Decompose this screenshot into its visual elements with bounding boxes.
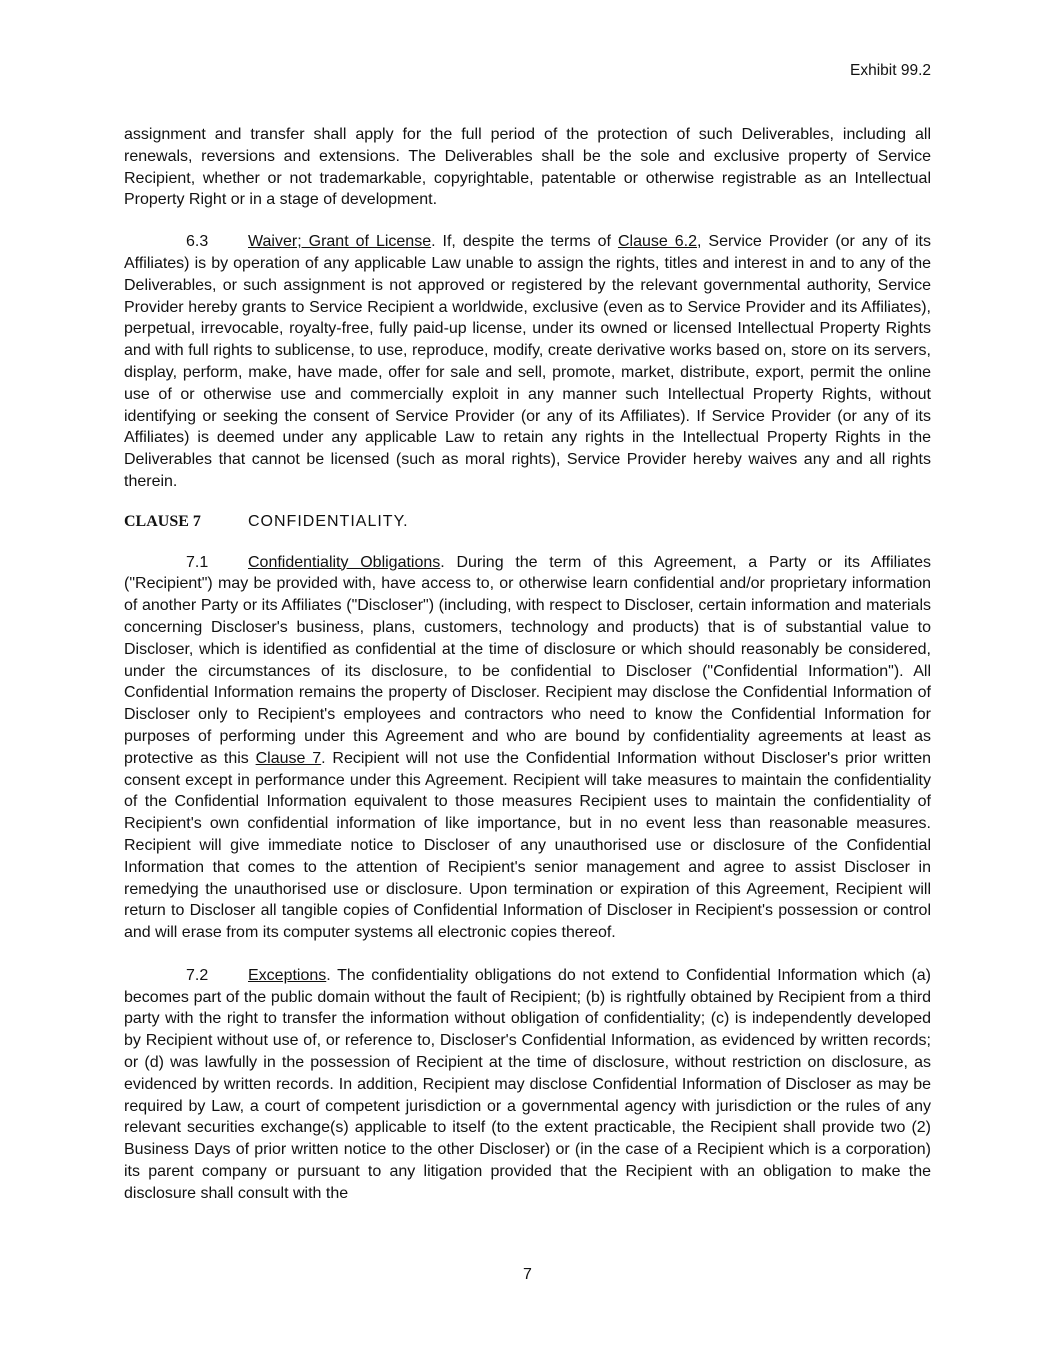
section-text: . During the term of this Agreement, a Party or its Affiliates ("Recipient") may be provided with, have access to, or otherwise learn confidential and/or proprietary information of another Party or its Affiliates ("Discloser") (including, with respect to Discloser, certain information and materials concerning Discloser's business, plans, customers, technology and products) that is of substantial value to Discloser, which is identified as confidential at the time of disclosure or which should reasonably be considered, under the circumstances of its disclosure, to be confidential to Discloser ("Confidential Information"). All Confidential Information remains the property of Discloser. Recipient may disclose the Confidential Information of Discloser only to Recipient's employees and contractors who need to know the Confidential Information for purposes of performing under this Agreement and who are bound by confidentiality agreements at least as protective as this bbox=[124, 553, 931, 767]
clause-reference: Clause 7 bbox=[255, 749, 322, 767]
section-7-1 bbox=[124, 552, 931, 944]
document-body bbox=[124, 124, 931, 1205]
section-number: 7.2 bbox=[186, 966, 209, 984]
page-number: 7 bbox=[523, 1266, 532, 1283]
clause-title: CONFIDENTIALITY. bbox=[248, 512, 409, 530]
clause-number: CLAUSE 7 bbox=[124, 512, 201, 530]
section-text: . If, despite the terms of bbox=[431, 233, 618, 251]
section-heading: Confidentiality Obligations bbox=[248, 553, 441, 571]
section-text: . Recipient will not use the Confidential Information without Discloser's prior written consent except in performance under this Agreement. Recipient will take measures to maintain the confidentiality of the Confidential Information equivalent to those measures Recipient uses to maintain the confidentiality of Recipient's own confidential information of like importance, but in no event less than reasonable measures. Recipient will give immediate notice to Discloser of any unauthorised use or disclosure of the Confidential Information that comes to the attention of Recipient's senior management and agree to assist Discloser in remedying the unauthorised use or disclosure. Upon termination or expiration of this Agreement, Recipient will return to Discloser all tangible copies of Confidential Information of Discloser in Recipient's possession or control and will erase from its computer systems all electronic copies thereof. bbox=[124, 749, 932, 942]
section-text: . The confidentiality obligations do not extend to Confidential Information which (a) becomes part of the public domain without the fault of Recipient; (b) is rightfully obtained by Recipient from a third party with the right to transfer the information without obligation of confidentiality; (c) is independently developed by Recipient without use of, or reference to, Discloser's Confidential Information, as evidenced by written records; or (d) was lawfully in the possession of Recipient at the time of disclosure, without restriction on disclosure, as evidenced by written records. In addition, Recipient may disclose Confidential Information of Discloser as may be required by Law, a court of competent jurisdiction or a governmental agency with jurisdiction or the rules of any relevant securities exchange(s) applicable to itself (to the extent practicable, the Recipient shall provide two (2) Business Days of prior written notice to the other Discloser) or (in the case of a Recipient which is a corporation) its parent company or pursuant to any litigation provided that the Recipient with an obligation to make the disclosure shall consult with the bbox=[124, 966, 931, 1202]
exhibit-label: Exhibit 99.2 bbox=[850, 62, 931, 79]
section-6-3 bbox=[124, 231, 931, 493]
section-heading: Exceptions bbox=[248, 966, 327, 984]
continuation-text: assignment and transfer shall apply for the full period of the protection of such Deliverables, including all renewals, reversions and extensions. The Deliverables shall be the sole and exclusive property of Service Recipient, whether or not trademarkable, copyrightable, patentable or otherwise registrable as an Intellectual Property Right or in a stage of development. bbox=[124, 126, 931, 209]
section-number: 6.3 bbox=[186, 233, 209, 251]
clause-reference: Clause 6.2 bbox=[617, 233, 697, 251]
section-heading: Waiver; Grant of License bbox=[248, 233, 432, 251]
clause-heading bbox=[124, 511, 931, 533]
section-text: , Service Provider (or any of its Affiliates) is by operation of any applicable Law unable to assign the rights, titles and interest in and to any of the Deliverables, or such assignment is not approved or registered by the relevant governmental authority, Service Provider hereby grants to Service Recipient a worldwide, exclusive (even as to Service Provider and its Affiliates), perpetual, irrevocable, royalty-free, fully paid-up license, under its owned or licensed Intellectual Property Rights and with full rights to sublicense, to use, reproduce, modify, create derivative works based on, store on its servers, display, perform, make, have made, offer for sale and sell, promote, market, distribute, export, permit the online use of or otherwise use and commercially exploit in any manner such Intellectual Property Rights, without identifying or seeking the consent of Service Provider (or any of its Affiliates). If Service Provider (or any of its Affiliates) is deemed under any applicable Law to retain any rights in the Intellectual Property Rights in the Deliverables that cannot be licensed (such as moral rights), Service Provider hereby waives any and all rights therein. bbox=[124, 233, 931, 490]
continuation-paragraph bbox=[124, 124, 931, 211]
section-7-2 bbox=[124, 965, 931, 1205]
section-number: 7.1 bbox=[186, 553, 209, 571]
